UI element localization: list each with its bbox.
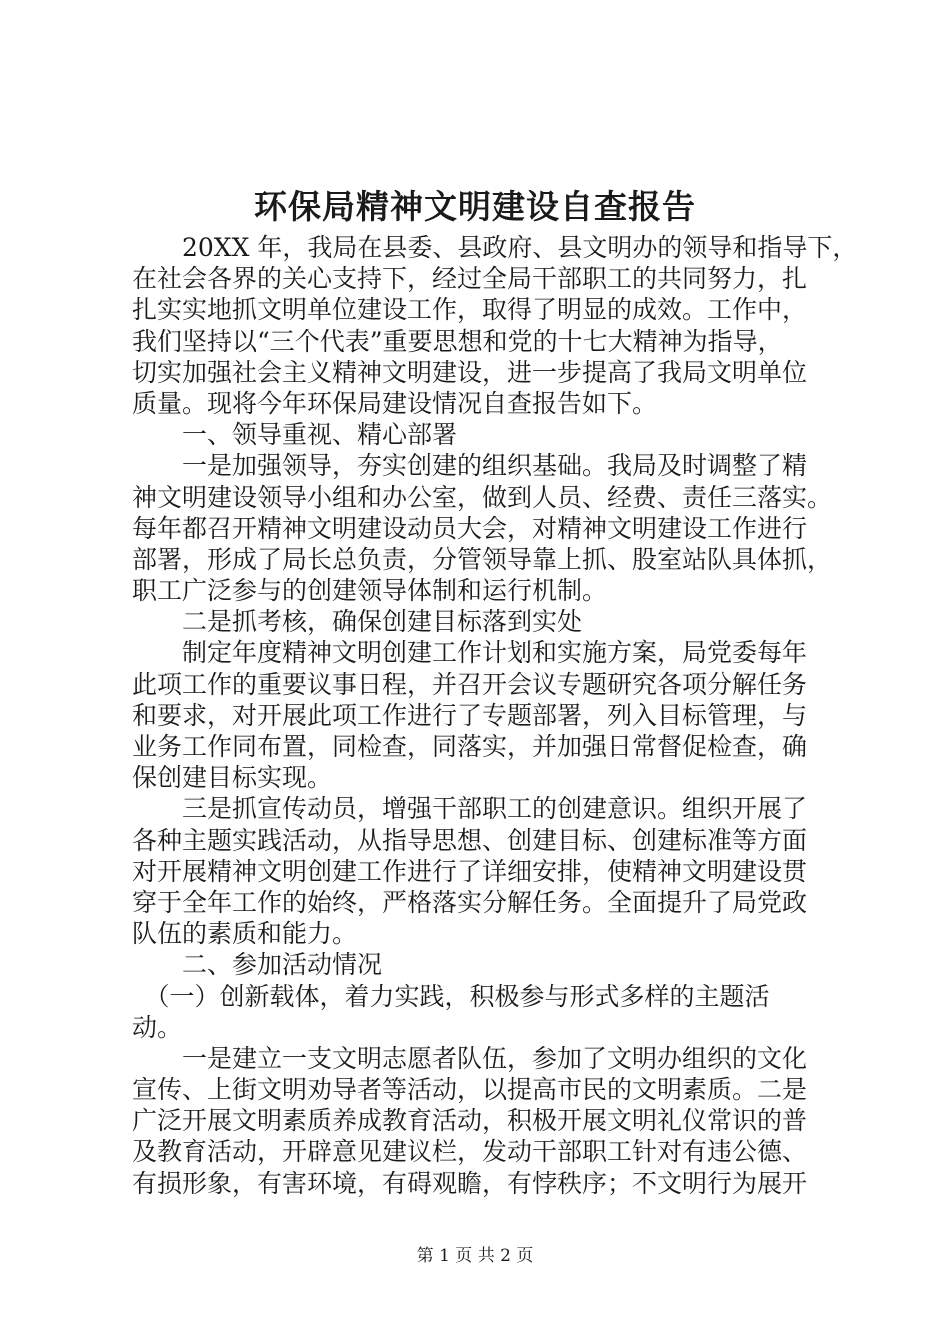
- text-line: 宣传、上街文明劝导者等活动，以提高市民的文明素质。二是: [132, 1075, 808, 1105]
- text-line: （一）创新载体，着力实践，积极参与形式多样的主题活: [132, 981, 770, 1011]
- text-line: 广泛开展文明素质养成教育活动，积极开展文明礼仪常识的普: [132, 1106, 808, 1136]
- text-line: 二、参加活动情况: [132, 950, 383, 980]
- text-line: 职工广泛参与的创建领导体制和运行机制。: [132, 576, 608, 606]
- text-line: 一是建立一支文明志愿者队伍，参加了文明办组织的文化: [132, 1043, 808, 1073]
- page-footer: 第 1 页 共 2 页: [416, 1246, 534, 1266]
- text-line: 动。: [132, 1012, 183, 1042]
- text-line: 我们坚持以“三个代表”重要思想和党的十七大精神为指导，: [132, 326, 783, 356]
- text-line: 扎实实地抓文明单位建设工作，取得了明显的成效。工作中，: [132, 295, 808, 325]
- text-line: 各种主题实践活动，从指导思想、创建目标、创建标准等方面: [132, 825, 808, 855]
- text-line: 每年都召开精神文明建设动员大会，对精神文明建设工作进行: [132, 513, 808, 543]
- text-line: 有损形象，有害环境，有碍观瞻，有悖秩序；不文明行为展开: [132, 1168, 808, 1198]
- text-line: 穿于全年工作的始终，严格落实分解任务。全面提升了局党政: [132, 887, 808, 917]
- text-line: 保创建目标实现。: [132, 763, 333, 793]
- text-line: 和要求，对开展此项工作进行了专题部署，列入目标管理，与: [132, 700, 808, 730]
- text-line: 切实加强社会主义精神文明建设，进一步提高了我局文明单位: [132, 357, 808, 387]
- text-line: 神文明建设领导小组和办公室，做到人员、经费、责任三落实。: [132, 482, 833, 512]
- document-title: 环保局精神文明建设自查报告: [254, 187, 696, 226]
- text-line: 队伍的素质和能力。: [132, 919, 358, 949]
- text-line: 对开展精神文明创建工作进行了详细安排，使精神文明建设贯: [132, 856, 808, 886]
- text-line: 三是抓宣传动员，增强干部职工的创建意识。组织开展了: [132, 794, 808, 824]
- text-line: 一、领导重视、精心部署: [132, 420, 458, 450]
- text-line: 此项工作的重要议事日程，并召开会议专题研究各项分解任务: [132, 669, 808, 699]
- text-line: 部署，形成了局长总负责，分管领导靠上抓、股室站队具体抓，: [132, 544, 833, 574]
- document-body: [132, 232, 858, 1199]
- text-line: 及教育活动，开辟意见建议栏，发动干部职工针对有违公德、: [132, 1137, 808, 1167]
- text-line: 在社会各界的关心支持下，经过全局干部职工的共同努力，扎: [132, 264, 808, 294]
- text-line: 二是抓考核，确保创建目标落到实处: [132, 607, 583, 637]
- text-line: 制定年度精神文明创建工作计划和实施方案，局党委每年: [132, 638, 808, 668]
- text-line: 一是加强领导，夯实创建的组织基础。我局及时调整了精: [132, 451, 808, 481]
- text-line: 业务工作同布置，同检查，同落实，并加强日常督促检查，确: [132, 732, 808, 761]
- text-line: 20XX 年，我局在县委、县政府、县文明办的领导和指导下，: [132, 233, 858, 262]
- text-line: 质量。现将今年环保局建设情况自查报告如下。: [132, 388, 658, 418]
